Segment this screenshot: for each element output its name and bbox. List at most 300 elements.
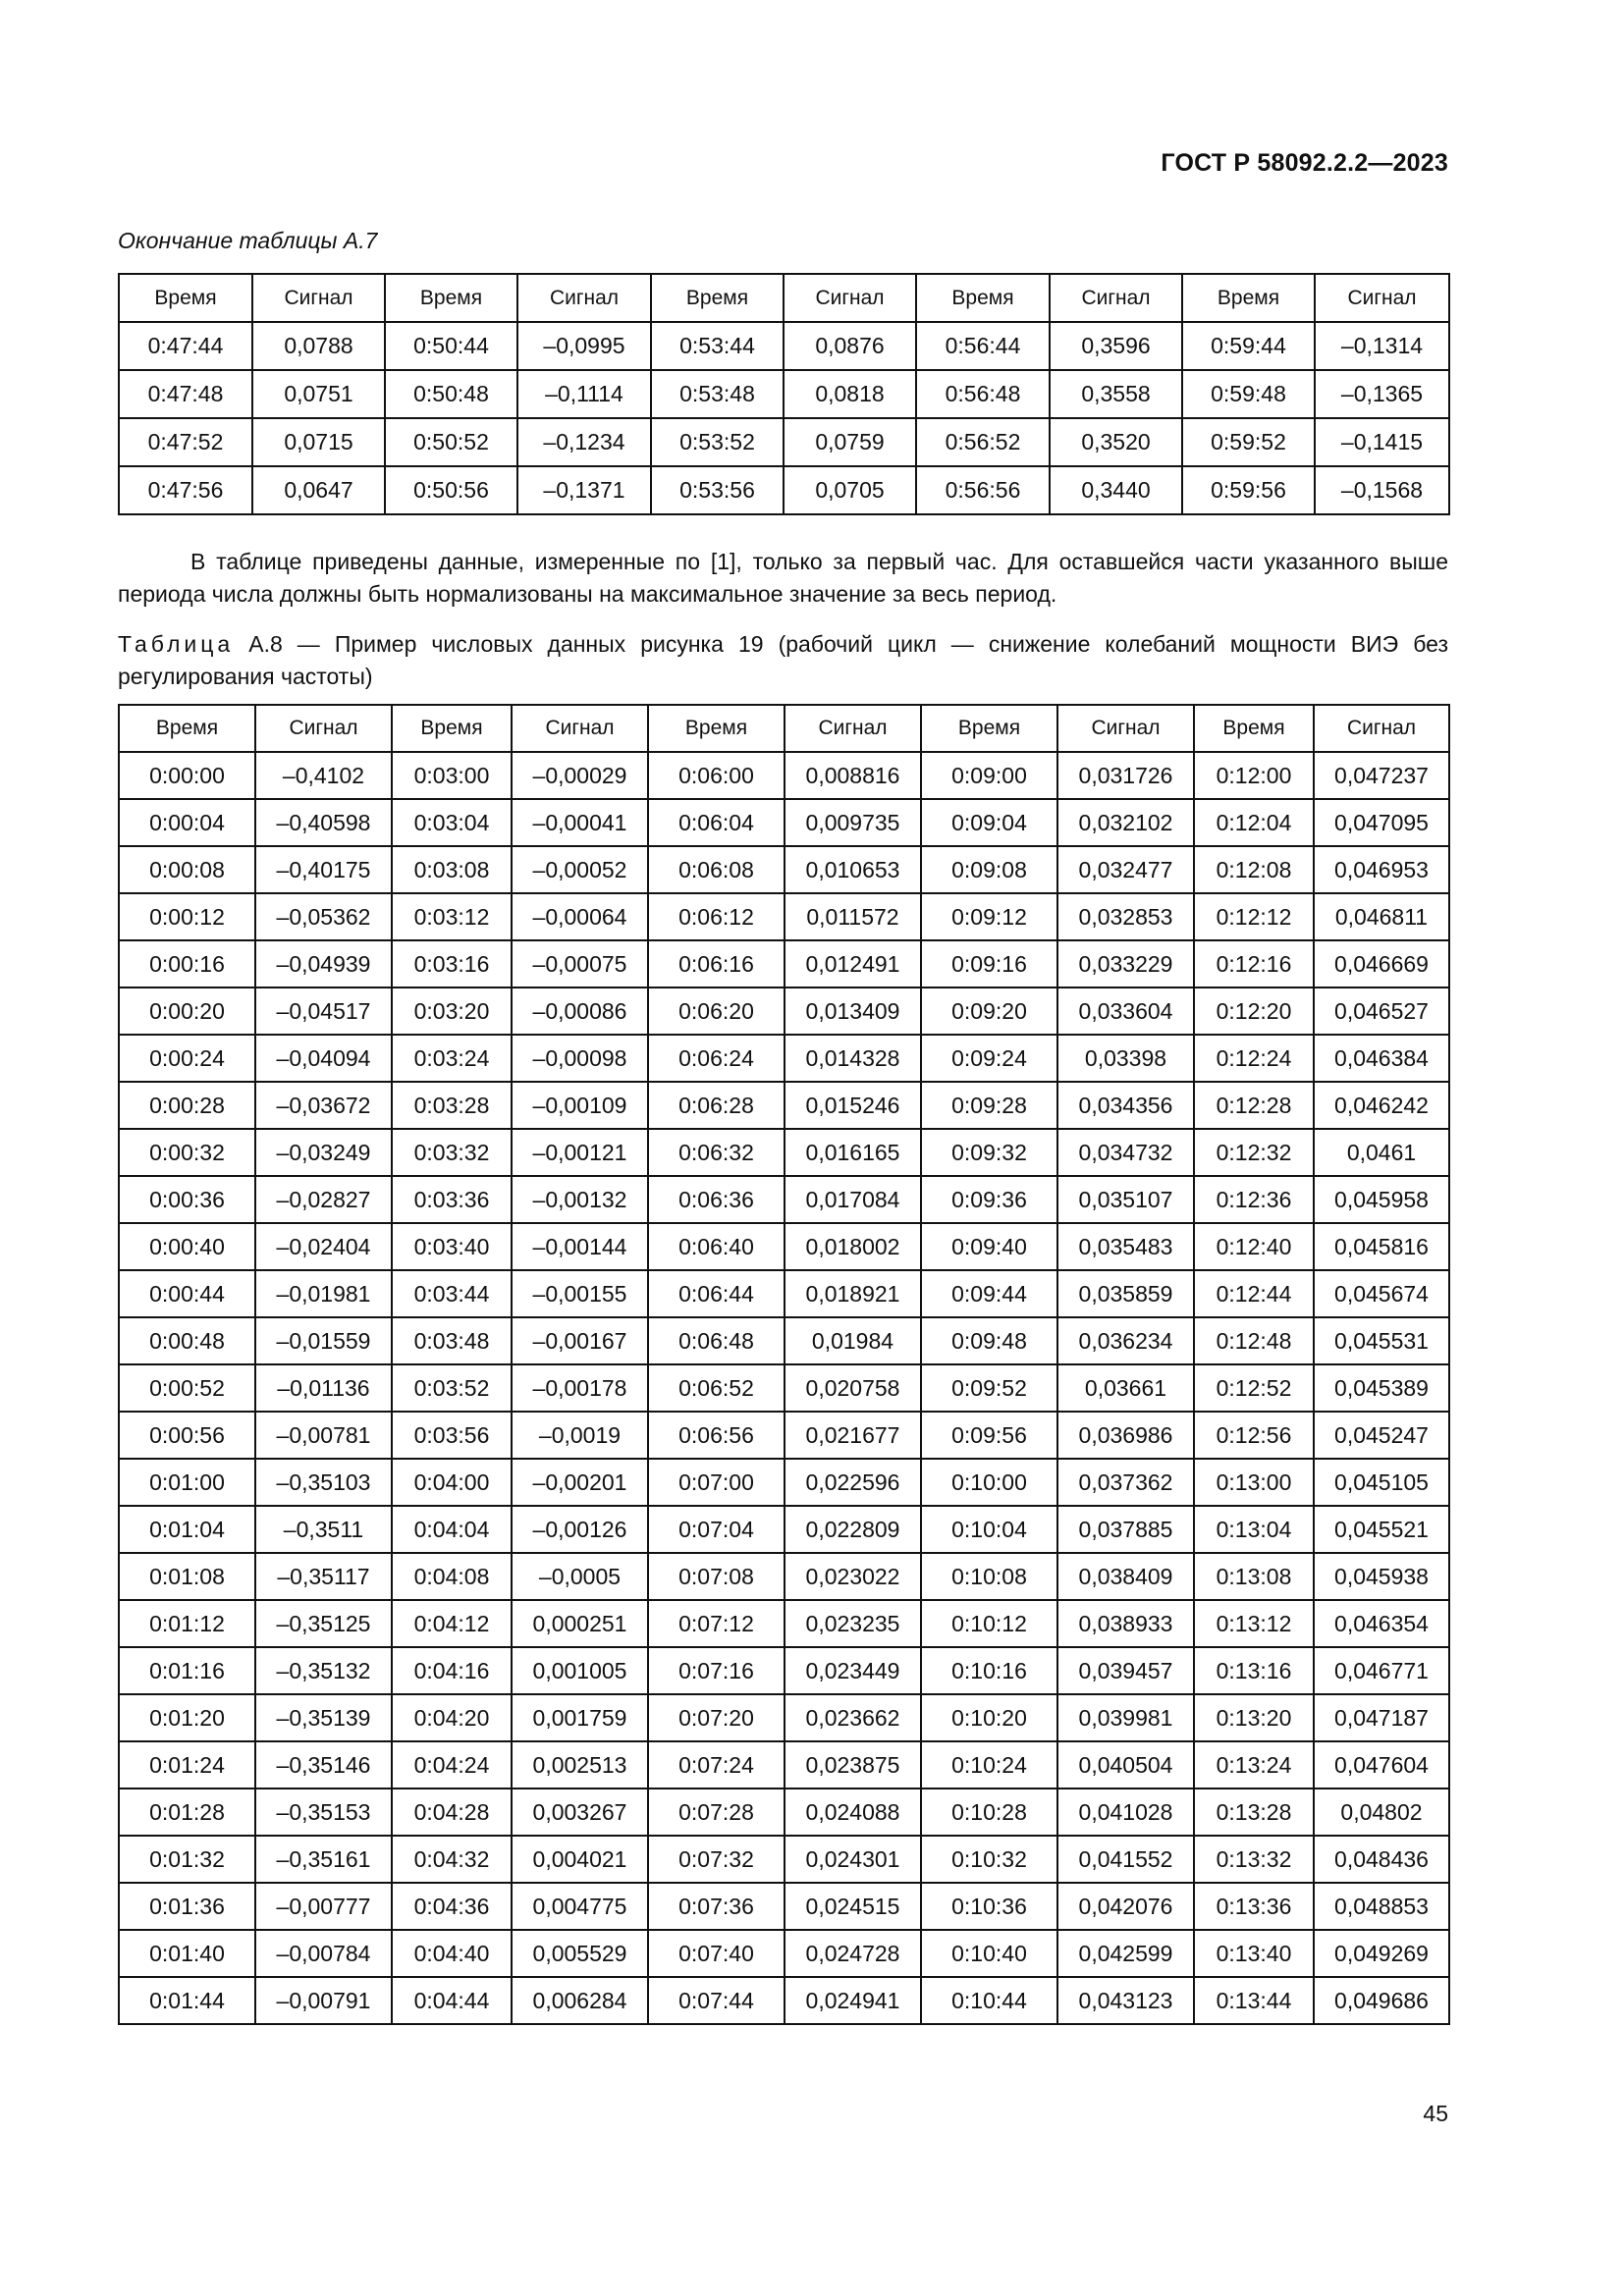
signal-cell: –0,04517 [255,988,392,1035]
signal-cell: 0,046384 [1314,1035,1449,1082]
time-cell: 0:53:44 [651,322,784,370]
signal-cell: 0,0876 [784,322,916,370]
time-cell: 0:13:24 [1194,1741,1314,1789]
time-cell: 0:50:48 [385,370,517,418]
signal-cell: 0,045389 [1314,1364,1449,1412]
signal-cell: –0,35153 [255,1789,392,1836]
column-header: Время [392,705,512,752]
time-cell: 0:10:24 [921,1741,1057,1789]
time-cell: 0:00:44 [119,1270,255,1317]
table-row [119,1836,1449,1883]
signal-cell: 0,041552 [1057,1836,1194,1883]
signal-cell: 0,047095 [1314,799,1449,846]
time-cell: 0:53:48 [651,370,784,418]
document-code-header: ГОСТ Р 58092.2.2—2023 [1161,149,1448,177]
signal-cell: 0,045816 [1314,1223,1449,1270]
signal-cell: –0,01981 [255,1270,392,1317]
time-cell: 0:06:40 [648,1223,785,1270]
signal-cell: 0,045958 [1314,1176,1449,1223]
time-cell: 0:00:52 [119,1364,255,1412]
signal-cell: 0,043123 [1057,1977,1194,2024]
time-cell: 0:12:16 [1194,940,1314,988]
time-cell: 0:00:20 [119,988,255,1035]
time-cell: 0:09:28 [921,1082,1057,1129]
signal-cell: –0,00098 [512,1035,648,1082]
signal-cell: –0,1314 [1315,322,1449,370]
signal-cell: 0,023449 [785,1647,921,1694]
time-cell: 0:13:40 [1194,1930,1314,1977]
time-cell: 0:09:12 [921,893,1057,940]
signal-cell: 0,048436 [1314,1836,1449,1883]
signal-cell: 0,0705 [784,466,916,514]
signal-cell: 0,041028 [1057,1789,1194,1836]
time-cell: 0:06:20 [648,988,785,1035]
time-cell: 0:13:00 [1194,1459,1314,1506]
signal-cell: –0,3511 [255,1506,392,1553]
table-a8 [118,704,1450,2025]
signal-cell: 0,034356 [1057,1082,1194,1129]
signal-cell: –0,0019 [512,1412,648,1459]
signal-cell: 0,0759 [784,418,916,466]
signal-cell: –0,35139 [255,1694,392,1741]
time-cell: 0:03:40 [392,1223,512,1270]
signal-cell: –0,1415 [1315,418,1449,466]
signal-cell: –0,00121 [512,1129,648,1176]
time-cell: 0:10:44 [921,1977,1057,2024]
signal-cell: –0,00777 [255,1883,392,1930]
table-row [119,1412,1449,1459]
signal-cell: 0,038409 [1057,1553,1194,1600]
signal-cell: 0,024301 [785,1836,921,1883]
time-cell: 0:01:20 [119,1694,255,1741]
time-cell: 0:09:08 [921,846,1057,893]
time-cell: 0:03:20 [392,988,512,1035]
time-cell: 0:56:44 [916,322,1050,370]
signal-cell: 0,033604 [1057,988,1194,1035]
signal-cell: 0,011572 [785,893,921,940]
time-cell: 0:06:04 [648,799,785,846]
time-cell: 0:12:04 [1194,799,1314,846]
signal-cell: 0,037885 [1057,1506,1194,1553]
time-cell: 0:12:40 [1194,1223,1314,1270]
time-cell: 0:03:28 [392,1082,512,1129]
time-cell: 0:04:04 [392,1506,512,1553]
signal-cell: 0,046669 [1314,940,1449,988]
table-row [119,1600,1449,1647]
table-row [119,940,1449,988]
signal-cell: 0,023235 [785,1600,921,1647]
signal-cell: 0,031726 [1057,752,1194,799]
table-row [119,466,1449,514]
time-cell: 0:00:08 [119,846,255,893]
table-row [119,370,1449,418]
time-cell: 0:12:32 [1194,1129,1314,1176]
signal-cell: 0,006284 [512,1977,648,2024]
signal-cell: 0,023022 [785,1553,921,1600]
signal-cell: 0,045247 [1314,1412,1449,1459]
signal-cell: –0,00155 [512,1270,648,1317]
signal-cell: 0,003267 [512,1789,648,1836]
signal-cell: –0,00075 [512,940,648,988]
signal-cell: 0,046527 [1314,988,1449,1035]
time-cell: 0:01:28 [119,1789,255,1836]
signal-cell: 0,037362 [1057,1459,1194,1506]
table-row [119,1270,1449,1317]
time-cell: 0:10:08 [921,1553,1057,1600]
signal-cell: 0,3440 [1050,466,1182,514]
signal-cell: 0,013409 [785,988,921,1035]
signal-cell: –0,00064 [512,893,648,940]
signal-cell: 0,018921 [785,1270,921,1317]
signal-cell: –0,0005 [512,1553,648,1600]
signal-cell: 0,023875 [785,1741,921,1789]
signal-cell: –0,05362 [255,893,392,940]
table-a7 [118,273,1450,515]
time-cell: 0:06:56 [648,1412,785,1459]
signal-cell: –0,35146 [255,1741,392,1789]
signal-cell: 0,009735 [785,799,921,846]
column-header: Время [651,274,784,322]
signal-cell: 0,016165 [785,1129,921,1176]
signal-cell: 0,024088 [785,1789,921,1836]
time-cell: 0:03:44 [392,1270,512,1317]
column-header: Сигнал [1050,274,1182,322]
time-cell: 0:07:28 [648,1789,785,1836]
table-row [119,1883,1449,1930]
signal-cell: –0,00109 [512,1082,648,1129]
signal-cell: –0,0995 [517,322,651,370]
column-header: Сигнал [785,705,921,752]
time-cell: 0:10:12 [921,1600,1057,1647]
column-header: Сигнал [252,274,385,322]
signal-cell: 0,039981 [1057,1694,1194,1741]
time-cell: 0:00:48 [119,1317,255,1364]
time-cell: 0:13:28 [1194,1789,1314,1836]
time-cell: 0:13:08 [1194,1553,1314,1600]
time-cell: 0:01:36 [119,1883,255,1930]
signal-cell: –0,00052 [512,846,648,893]
signal-cell: –0,02827 [255,1176,392,1223]
time-cell: 0:06:36 [648,1176,785,1223]
time-cell: 0:50:44 [385,322,517,370]
time-cell: 0:10:16 [921,1647,1057,1694]
time-cell: 0:12:44 [1194,1270,1314,1317]
signal-cell: 0,045521 [1314,1506,1449,1553]
column-header: Сигнал [1315,274,1449,322]
signal-cell: 0,012491 [785,940,921,988]
column-header: Время [119,274,252,322]
time-cell: 0:03:52 [392,1364,512,1412]
time-cell: 0:04:16 [392,1647,512,1694]
explanatory-paragraph: В таблице приведены данные, измеренные по [1], только за первый час. Для оставшейся части указанного выше периода числа должны быть нормализованы на максимальное значение за весь период. [118,549,1448,607]
signal-cell: 0,036234 [1057,1317,1194,1364]
signal-cell: 0,047187 [1314,1694,1449,1741]
time-cell: 0:56:48 [916,370,1050,418]
signal-cell: 0,032477 [1057,846,1194,893]
column-header: Время [119,705,255,752]
time-cell: 0:07:04 [648,1506,785,1553]
signal-cell: –0,01136 [255,1364,392,1412]
time-cell: 0:00:24 [119,1035,255,1082]
signal-cell: 0,036986 [1057,1412,1194,1459]
signal-cell: –0,04094 [255,1035,392,1082]
time-cell: 0:01:32 [119,1836,255,1883]
time-cell: 0:03:48 [392,1317,512,1364]
time-cell: 0:09:16 [921,940,1057,988]
time-cell: 0:09:20 [921,988,1057,1035]
time-cell: 0:12:08 [1194,846,1314,893]
time-cell: 0:59:44 [1182,322,1315,370]
signal-cell: 0,3520 [1050,418,1182,466]
signal-cell: –0,00791 [255,1977,392,2024]
column-header: Время [921,705,1057,752]
signal-cell: –0,00201 [512,1459,648,1506]
column-header: Сигнал [512,705,648,752]
signal-cell: 0,04802 [1314,1789,1449,1836]
table-row [119,1553,1449,1600]
table-a8-caption [118,628,1448,693]
time-cell: 0:09:48 [921,1317,1057,1364]
time-cell: 0:09:52 [921,1364,1057,1412]
time-cell: 0:13:32 [1194,1836,1314,1883]
signal-cell: 0,038933 [1057,1600,1194,1647]
signal-cell: 0,046354 [1314,1600,1449,1647]
table-row [119,1789,1449,1836]
time-cell: 0:04:40 [392,1930,512,1977]
time-cell: 0:03:16 [392,940,512,988]
signal-cell: 0,03661 [1057,1364,1194,1412]
time-cell: 0:07:16 [648,1647,785,1694]
time-cell: 0:04:28 [392,1789,512,1836]
signal-cell: –0,00144 [512,1223,648,1270]
signal-cell: 0,039457 [1057,1647,1194,1694]
signal-cell: 0,010653 [785,846,921,893]
table-row [119,988,1449,1035]
signal-cell: 0,042599 [1057,1930,1194,1977]
signal-cell: 0,035107 [1057,1176,1194,1223]
signal-cell: 0,034732 [1057,1129,1194,1176]
table-row [119,418,1449,466]
table-row [119,1930,1449,1977]
time-cell: 0:06:52 [648,1364,785,1412]
signal-cell: 0,0461 [1314,1129,1449,1176]
time-cell: 0:13:12 [1194,1600,1314,1647]
time-cell: 0:04:20 [392,1694,512,1741]
time-cell: 0:00:56 [119,1412,255,1459]
time-cell: 0:09:32 [921,1129,1057,1176]
signal-cell: 0,0818 [784,370,916,418]
table-row [119,1506,1449,1553]
time-cell: 0:53:52 [651,418,784,466]
table-row [119,752,1449,799]
time-cell: 0:09:36 [921,1176,1057,1223]
time-cell: 0:59:56 [1182,466,1315,514]
signal-cell: 0,047604 [1314,1741,1449,1789]
time-cell: 0:06:32 [648,1129,785,1176]
signal-cell: –0,1234 [517,418,651,466]
signal-cell: –0,1365 [1315,370,1449,418]
signal-cell: –0,4102 [255,752,392,799]
signal-cell: –0,00126 [512,1506,648,1553]
table-row [119,1176,1449,1223]
column-header: Время [1194,705,1314,752]
time-cell: 0:01:16 [119,1647,255,1694]
time-cell: 0:00:00 [119,752,255,799]
column-header: Сигнал [1057,705,1194,752]
time-cell: 0:07:08 [648,1553,785,1600]
signal-cell: 0,033229 [1057,940,1194,988]
time-cell: 0:12:52 [1194,1364,1314,1412]
time-cell: 0:04:36 [392,1883,512,1930]
signal-cell: –0,35161 [255,1836,392,1883]
time-cell: 0:10:28 [921,1789,1057,1836]
table-header-row [119,274,1449,322]
table-a8-caption-text: А.8 — Пример числовых данных рисунка 19 (рабочий цикл — снижение колебаний мощности ВИЭ без регулирования частоты) [118,631,1448,689]
time-cell: 0:59:48 [1182,370,1315,418]
time-cell: 0:13:20 [1194,1694,1314,1741]
time-cell: 0:06:12 [648,893,785,940]
signal-cell: 0,0647 [252,466,385,514]
column-header: Время [916,274,1050,322]
time-cell: 0:10:32 [921,1836,1057,1883]
time-cell: 0:00:40 [119,1223,255,1270]
time-cell: 0:00:28 [119,1082,255,1129]
time-cell: 0:04:12 [392,1600,512,1647]
time-cell: 0:47:56 [119,466,252,514]
time-cell: 0:09:04 [921,799,1057,846]
time-cell: 0:01:00 [119,1459,255,1506]
time-cell: 0:06:24 [648,1035,785,1082]
time-cell: 0:12:56 [1194,1412,1314,1459]
signal-cell: 0,001005 [512,1647,648,1694]
time-cell: 0:04:44 [392,1977,512,2024]
table-row [119,1364,1449,1412]
signal-cell: 0,004775 [512,1883,648,1930]
time-cell: 0:13:04 [1194,1506,1314,1553]
signal-cell: –0,00167 [512,1317,648,1364]
signal-cell: 0,045674 [1314,1270,1449,1317]
signal-cell: 0,018002 [785,1223,921,1270]
table-row [119,1317,1449,1364]
column-header: Время [1182,274,1315,322]
signal-cell: –0,35117 [255,1553,392,1600]
time-cell: 0:53:56 [651,466,784,514]
signal-cell: 0,0788 [252,322,385,370]
time-cell: 0:04:08 [392,1553,512,1600]
time-cell: 0:03:00 [392,752,512,799]
time-cell: 0:07:44 [648,1977,785,2024]
signal-cell: –0,00132 [512,1176,648,1223]
signal-cell: –0,35125 [255,1600,392,1647]
signal-cell: 0,015246 [785,1082,921,1129]
time-cell: 0:01:08 [119,1553,255,1600]
signal-cell: 0,023662 [785,1694,921,1741]
column-header: Сигнал [517,274,651,322]
time-cell: 0:09:44 [921,1270,1057,1317]
column-header: Сигнал [255,705,392,752]
time-cell: 0:50:52 [385,418,517,466]
signal-cell: 0,048853 [1314,1883,1449,1930]
time-cell: 0:07:20 [648,1694,785,1741]
signal-cell: –0,04939 [255,940,392,988]
table-row [119,846,1449,893]
time-cell: 0:09:24 [921,1035,1057,1082]
table-row [119,1129,1449,1176]
time-cell: 0:12:28 [1194,1082,1314,1129]
time-cell: 0:01:40 [119,1930,255,1977]
signal-cell: 0,000251 [512,1600,648,1647]
time-cell: 0:12:00 [1194,752,1314,799]
time-cell: 0:04:00 [392,1459,512,1506]
signal-cell: –0,1114 [517,370,651,418]
column-header: Сигнал [1314,705,1449,752]
signal-cell: –0,00178 [512,1364,648,1412]
time-cell: 0:12:20 [1194,988,1314,1035]
time-cell: 0:03:04 [392,799,512,846]
table-row [119,1459,1449,1506]
time-cell: 0:10:40 [921,1930,1057,1977]
time-cell: 0:13:44 [1194,1977,1314,2024]
signal-cell: 0,040504 [1057,1741,1194,1789]
signal-cell: 0,049269 [1314,1930,1449,1977]
column-header: Сигнал [784,274,916,322]
time-cell: 0:01:24 [119,1741,255,1789]
signal-cell: 0,0751 [252,370,385,418]
time-cell: 0:07:24 [648,1741,785,1789]
signal-cell: 0,005529 [512,1930,648,1977]
time-cell: 0:07:00 [648,1459,785,1506]
page-number: 45 [1423,2101,1448,2126]
time-cell: 0:06:08 [648,846,785,893]
signal-cell: 0,021677 [785,1412,921,1459]
table-row [119,1082,1449,1129]
signal-cell: –0,00029 [512,752,648,799]
signal-cell: 0,047237 [1314,752,1449,799]
signal-cell: 0,022596 [785,1459,921,1506]
time-cell: 0:07:12 [648,1600,785,1647]
signal-cell: 0,035483 [1057,1223,1194,1270]
signal-cell: 0,045938 [1314,1553,1449,1600]
time-cell: 0:47:52 [119,418,252,466]
table-row [119,893,1449,940]
time-cell: 0:03:08 [392,846,512,893]
time-cell: 0:56:52 [916,418,1050,466]
time-cell: 0:09:40 [921,1223,1057,1270]
time-cell: 0:01:44 [119,1977,255,2024]
time-cell: 0:56:56 [916,466,1050,514]
time-cell: 0:06:16 [648,940,785,988]
time-cell: 0:06:44 [648,1270,785,1317]
time-cell: 0:03:12 [392,893,512,940]
signal-cell: 0,032853 [1057,893,1194,940]
time-cell: 0:10:00 [921,1459,1057,1506]
signal-cell: 0,014328 [785,1035,921,1082]
signal-cell: 0,046953 [1314,846,1449,893]
signal-cell: –0,1371 [517,466,651,514]
signal-cell: 0,032102 [1057,799,1194,846]
time-cell: 0:47:48 [119,370,252,418]
time-cell: 0:13:36 [1194,1883,1314,1930]
table-row [119,322,1449,370]
time-cell: 0:12:24 [1194,1035,1314,1082]
column-header: Время [648,705,785,752]
time-cell: 0:10:20 [921,1694,1057,1741]
time-cell: 0:00:16 [119,940,255,988]
signal-cell: 0,004021 [512,1836,648,1883]
signal-cell: 0,002513 [512,1741,648,1789]
table-row [119,1741,1449,1789]
signal-cell: 0,024728 [785,1930,921,1977]
